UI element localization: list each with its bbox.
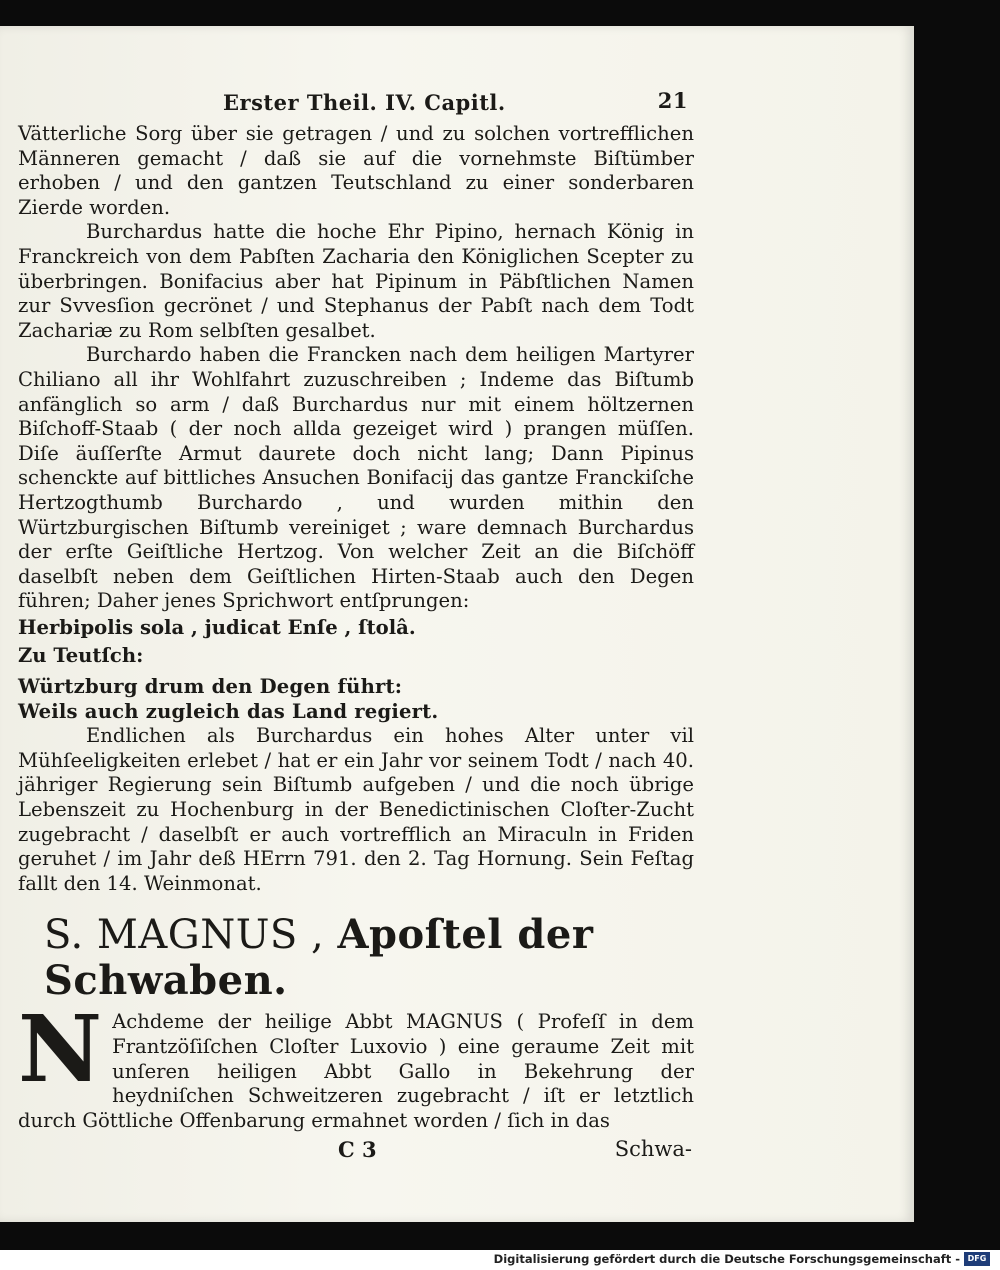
text-body	[18, 122, 694, 1133]
running-head	[18, 88, 694, 122]
paragraph-4: Endlichen als Burchardus ein hohes Alter unter vil Mühſeeligkeiten erlebet / hat er ein Jahr vor seinem Todt / nach 40. jähriger Regierung sein Biſtumb aufgeben / und die noch übrige Lebenszeit zu Hochenburg in der Benedictinischen Cloſter-Zucht zugebracht / daselbſt er auch vortrefflich an Miraculn in Friden geruhet / im Jahr deß HErrn 791. den 2. Tag Hornung. Sein Feſtag fallt den 14. Weinmonat.	[18, 724, 694, 895]
catchword: Schwa-	[614, 1137, 692, 1162]
verse-line-1: Würtzburg drum den Degen führt:	[18, 675, 403, 699]
page-foot-row	[18, 1137, 694, 1167]
section-title-german: Apoſtel der Schwaben.	[44, 911, 594, 1005]
paragraph-1: Vätterliche Sorg über sie getragen / und zu solchen vortrefflichen Männeren gemacht / daß sie auf die vornehmste Biſtümber erhoben / und den gantzen Teutschland zu einer sonderbaren Zierde worden.	[18, 122, 694, 219]
translation-intro: Zu Teutſch:	[18, 644, 144, 668]
section-heading	[44, 912, 694, 1004]
paragraph-3: Burchardo haben die Francken nach dem heiligen Martyrer Chiliano all ihr Wohlfahrt zuzuschreiben ; Indeme das Biſtumb anfänglich so arm / daß Burchardus nur mit einem höltzernen Biſchoff-Staab ( der noch allda gezeiget wird ) prangen müſſen. Diſe äuſſerſte Armut daurete doch nicht lang; Dann Pipinus schenckte auf bittliches Ansuchen Bonifacij das gantze Franckiſche Hertzogthumb Burchardo , und wurden mithin den Würtzburgischen Biſtumb vereiniget ; ware demnach Burchardus der erſte Geiſtliche Hertzog. Von welcher Zeit an die Biſchöff daselbſt neben dem Geiſtlichen Hirten-Staab auch den Degen führen; Daher jenes Sprichwort entſprungen:	[18, 343, 694, 613]
initial-paragraph	[18, 995, 694, 1133]
dfg-logo: DFG	[964, 1252, 990, 1266]
verse-line-2: Weils auch zugleich das Land regiert.	[18, 699, 439, 723]
signature-mark: C 3	[338, 1137, 377, 1163]
page-content	[18, 88, 694, 1167]
book-page	[0, 26, 914, 1222]
page-number: 21	[657, 88, 688, 113]
running-title: Erster Theil. IV. Capitl.	[223, 90, 506, 115]
section-title-latin: S. MAGNUS ,	[44, 912, 325, 959]
latin-motto: Herbipolis sola , judicat Enſe , ſtolâ.	[18, 615, 416, 639]
drop-cap: N	[18, 995, 103, 1104]
funding-credit: Digitalisierung gefördert durch die Deutsche Forschungsgemeinschaft -	[493, 1252, 960, 1266]
credit-footer	[0, 1250, 1000, 1270]
paragraph-2: Burchardus hatte die hoche Ehr Pipino, hernach König in Franckreich von dem Pabſten Zacharia den Königlichen Scepter zu überbringen. Bonifacius aber hat Pipinum in Päbſtlichen Namen zur Svvesſion gecrönet / und Stephanus der Pabſt nach dem Todt Zachariæ zu Rom selbſten gesalbet.	[18, 220, 694, 342]
paragraph-5: Achdeme der heilige Abbt MAGNUS ( Profeſſ in dem Frantzöſiſchen Cloſter Luxovio ) eine geraume Zeit mit unſeren heiligen Abbt Gallo in Bekehrung der heydniſchen Schweitzeren zugebracht / iſt er letztlich durch Göttliche Offenbarung ermahnet worden / ſich in das	[18, 1010, 694, 1132]
